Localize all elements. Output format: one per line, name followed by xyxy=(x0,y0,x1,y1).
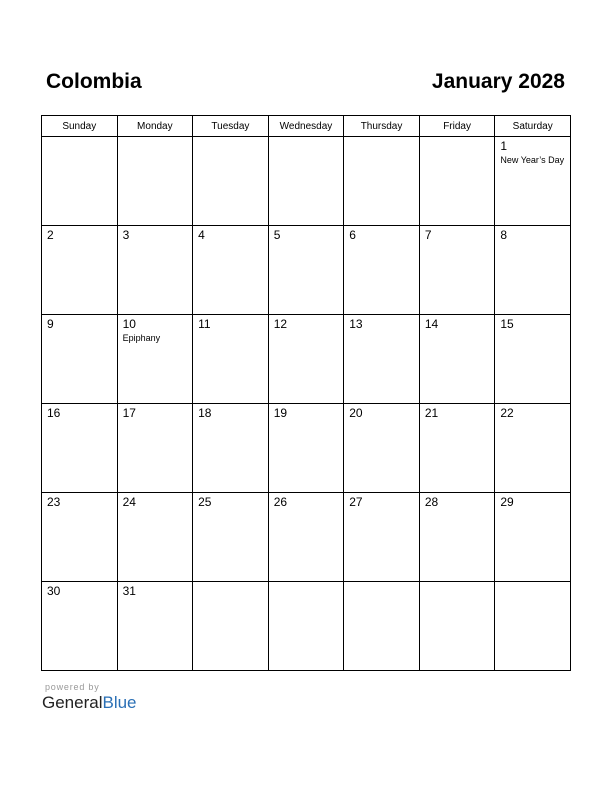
day-number: 13 xyxy=(349,317,363,331)
weekday-tuesday: Tuesday xyxy=(193,116,269,137)
day-number: 16 xyxy=(47,406,61,420)
day-cell xyxy=(344,582,420,671)
day-cell xyxy=(42,582,118,671)
day-cell xyxy=(42,493,118,582)
day-number: 4 xyxy=(198,228,205,242)
weekday-monday: Monday xyxy=(117,116,193,137)
week-row xyxy=(42,493,571,582)
day-number: 30 xyxy=(47,584,61,598)
day-cell xyxy=(344,315,420,404)
day-number: 24 xyxy=(122,495,136,509)
day-cell xyxy=(419,404,495,493)
powered-by-text: powered by xyxy=(45,682,100,692)
weekday-header-row xyxy=(42,116,571,137)
day-cell xyxy=(42,226,118,315)
week-row xyxy=(42,404,571,493)
week-row xyxy=(42,582,571,671)
day-cell xyxy=(419,493,495,582)
day-cell xyxy=(495,582,571,671)
day-number: 2 xyxy=(47,228,54,242)
day-number: 6 xyxy=(349,228,356,242)
holiday-label: New Year’s Day xyxy=(500,155,565,165)
day-number: 26 xyxy=(273,495,288,509)
day-number: 21 xyxy=(424,406,439,420)
day-cell xyxy=(268,404,344,493)
day-cell xyxy=(117,137,193,226)
day-cell xyxy=(344,137,420,226)
weekday-friday: Friday xyxy=(419,116,495,137)
day-cell xyxy=(42,137,118,226)
day-number: 11 xyxy=(198,317,211,331)
day-number: 27 xyxy=(349,495,363,509)
day-cell xyxy=(193,493,269,582)
day-cell xyxy=(495,137,571,226)
day-cell xyxy=(117,582,193,671)
day-number: 29 xyxy=(500,495,514,509)
day-number: 5 xyxy=(273,228,281,242)
day-number: 28 xyxy=(424,495,439,509)
month-year-title: January 2028 xyxy=(431,70,565,93)
brand-blue: Blue xyxy=(102,693,137,712)
day-number: 17 xyxy=(122,406,136,420)
day-cell xyxy=(193,315,269,404)
day-number: 1 xyxy=(500,139,508,153)
day-cell xyxy=(495,315,571,404)
calendar-header xyxy=(46,70,565,100)
day-cell xyxy=(344,493,420,582)
day-cell xyxy=(419,137,495,226)
day-number: 12 xyxy=(273,317,288,331)
day-cell xyxy=(495,493,571,582)
day-cell xyxy=(193,137,269,226)
day-cell xyxy=(42,404,118,493)
weekday-wednesday: Wednesday xyxy=(268,116,344,137)
weekday-thursday: Thursday xyxy=(344,116,420,137)
calendar-grid xyxy=(41,115,571,671)
day-cell xyxy=(117,315,193,404)
day-cell xyxy=(117,493,193,582)
day-cell xyxy=(268,582,344,671)
day-cell xyxy=(419,582,495,671)
day-number: 19 xyxy=(273,406,288,420)
day-cell xyxy=(344,404,420,493)
day-cell xyxy=(268,137,344,226)
day-cell xyxy=(268,226,344,315)
holiday-label: Epiphany xyxy=(122,333,161,343)
day-cell xyxy=(419,226,495,315)
day-cell xyxy=(268,315,344,404)
weekday-sunday: Sunday xyxy=(42,116,118,137)
day-number: 7 xyxy=(424,228,432,242)
day-number: 9 xyxy=(47,317,54,331)
day-number: 20 xyxy=(349,406,363,420)
day-number: 3 xyxy=(122,228,130,242)
day-cell xyxy=(495,226,571,315)
footer-branding xyxy=(42,682,137,713)
day-number: 10 xyxy=(122,317,136,331)
day-number: 14 xyxy=(424,317,439,331)
day-number: 15 xyxy=(500,317,514,331)
day-cell xyxy=(193,582,269,671)
country-title: Colombia xyxy=(46,70,142,93)
day-number: 25 xyxy=(198,495,212,509)
day-cell xyxy=(344,226,420,315)
day-cell xyxy=(42,315,118,404)
day-number: 18 xyxy=(198,406,212,420)
day-cell xyxy=(193,226,269,315)
week-row xyxy=(42,226,571,315)
day-cell xyxy=(117,226,193,315)
day-cell xyxy=(419,315,495,404)
week-row xyxy=(42,315,571,404)
day-number: 22 xyxy=(500,406,514,420)
day-cell xyxy=(193,404,269,493)
weekday-saturday: Saturday xyxy=(495,116,571,137)
day-number: 23 xyxy=(47,495,61,509)
week-row xyxy=(42,137,571,226)
day-number: 8 xyxy=(500,228,508,242)
day-cell xyxy=(495,404,571,493)
day-cell xyxy=(117,404,193,493)
brand-general: General xyxy=(42,693,103,712)
day-number: 31 xyxy=(122,584,136,598)
generalblue-logo[interactable] xyxy=(42,693,137,713)
day-cell xyxy=(268,493,344,582)
